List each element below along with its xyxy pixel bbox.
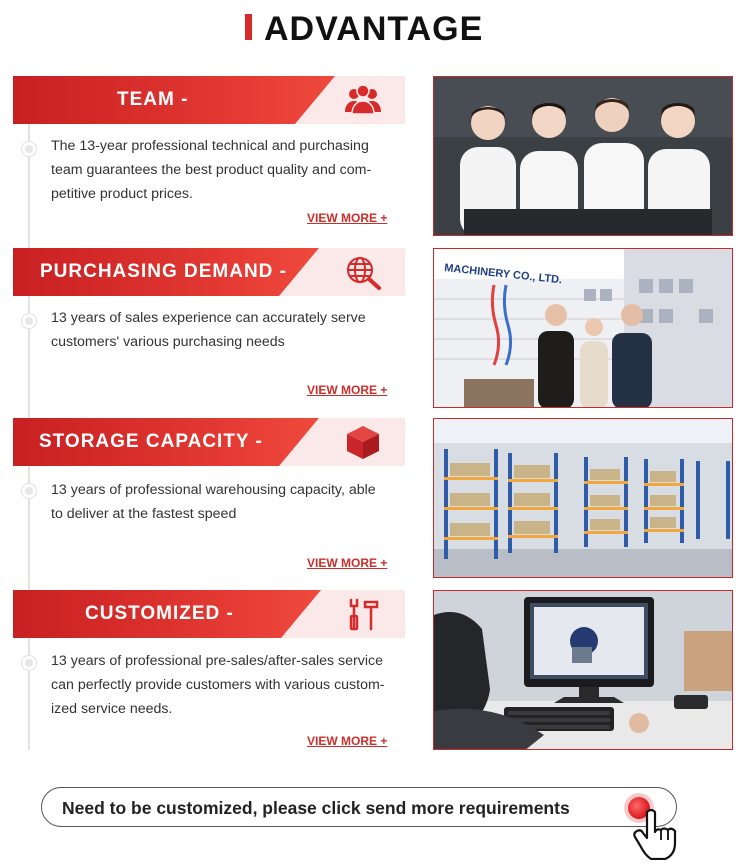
section-banner (13, 248, 405, 296)
section-banner (13, 590, 405, 638)
page-header (0, 6, 746, 46)
timeline-dot (22, 484, 36, 498)
section-description: The 13-year professional technical and purchasing team guarantees the best product quality and com- petitive product prices. (51, 138, 372, 202)
section-storage-capacity (0, 418, 746, 578)
box-icon (343, 424, 383, 460)
section-title: TEAM - (117, 89, 189, 110)
send-requirements-button[interactable] (41, 787, 677, 827)
timeline-dot (22, 142, 36, 156)
section-description: 13 years of professional pre-sales/after-sales service can perfectly provide customers with various custom- ized service needs. (51, 653, 385, 717)
section-banner (13, 418, 405, 466)
globe-search-icon (343, 254, 383, 290)
team-icon (343, 82, 383, 118)
view-more-link[interactable]: VIEW MORE + (307, 556, 388, 570)
section-description: 13 years of professional warehousing capacity, able to deliver at the fastest speed (51, 482, 376, 522)
section-title: PURCHASING DEMAND - (40, 261, 287, 282)
warehouse-photo (433, 418, 733, 578)
send-requirements-text: Need to be customized, please click send more requirements (62, 798, 570, 818)
section-purchasing-demand (0, 248, 746, 408)
section-title: CUSTOMIZED - (85, 603, 234, 624)
exhibition-sign-text: MACHINERY CO., LTD. (443, 262, 563, 287)
pointer-hand-icon (633, 806, 683, 860)
exhibition-photo (433, 248, 733, 408)
design-photo (433, 590, 733, 750)
section-customized (0, 590, 746, 750)
view-more-link[interactable]: VIEW MORE + (307, 383, 388, 397)
section-team (0, 76, 746, 236)
timeline-dot (22, 656, 36, 670)
section-title: STORAGE CAPACITY - (39, 431, 263, 452)
section-banner (13, 76, 405, 124)
timeline-dot (22, 314, 36, 328)
team-photo (433, 76, 733, 236)
view-more-link[interactable]: VIEW MORE + (307, 211, 388, 225)
view-more-link[interactable]: VIEW MORE + (307, 734, 388, 748)
tools-icon (343, 596, 383, 632)
section-description: 13 years of sales experience can accurately serve customers' various purchasing needs (51, 310, 366, 350)
page-title: ADVANTAGE (264, 10, 484, 48)
title-accent-bar (245, 14, 252, 40)
